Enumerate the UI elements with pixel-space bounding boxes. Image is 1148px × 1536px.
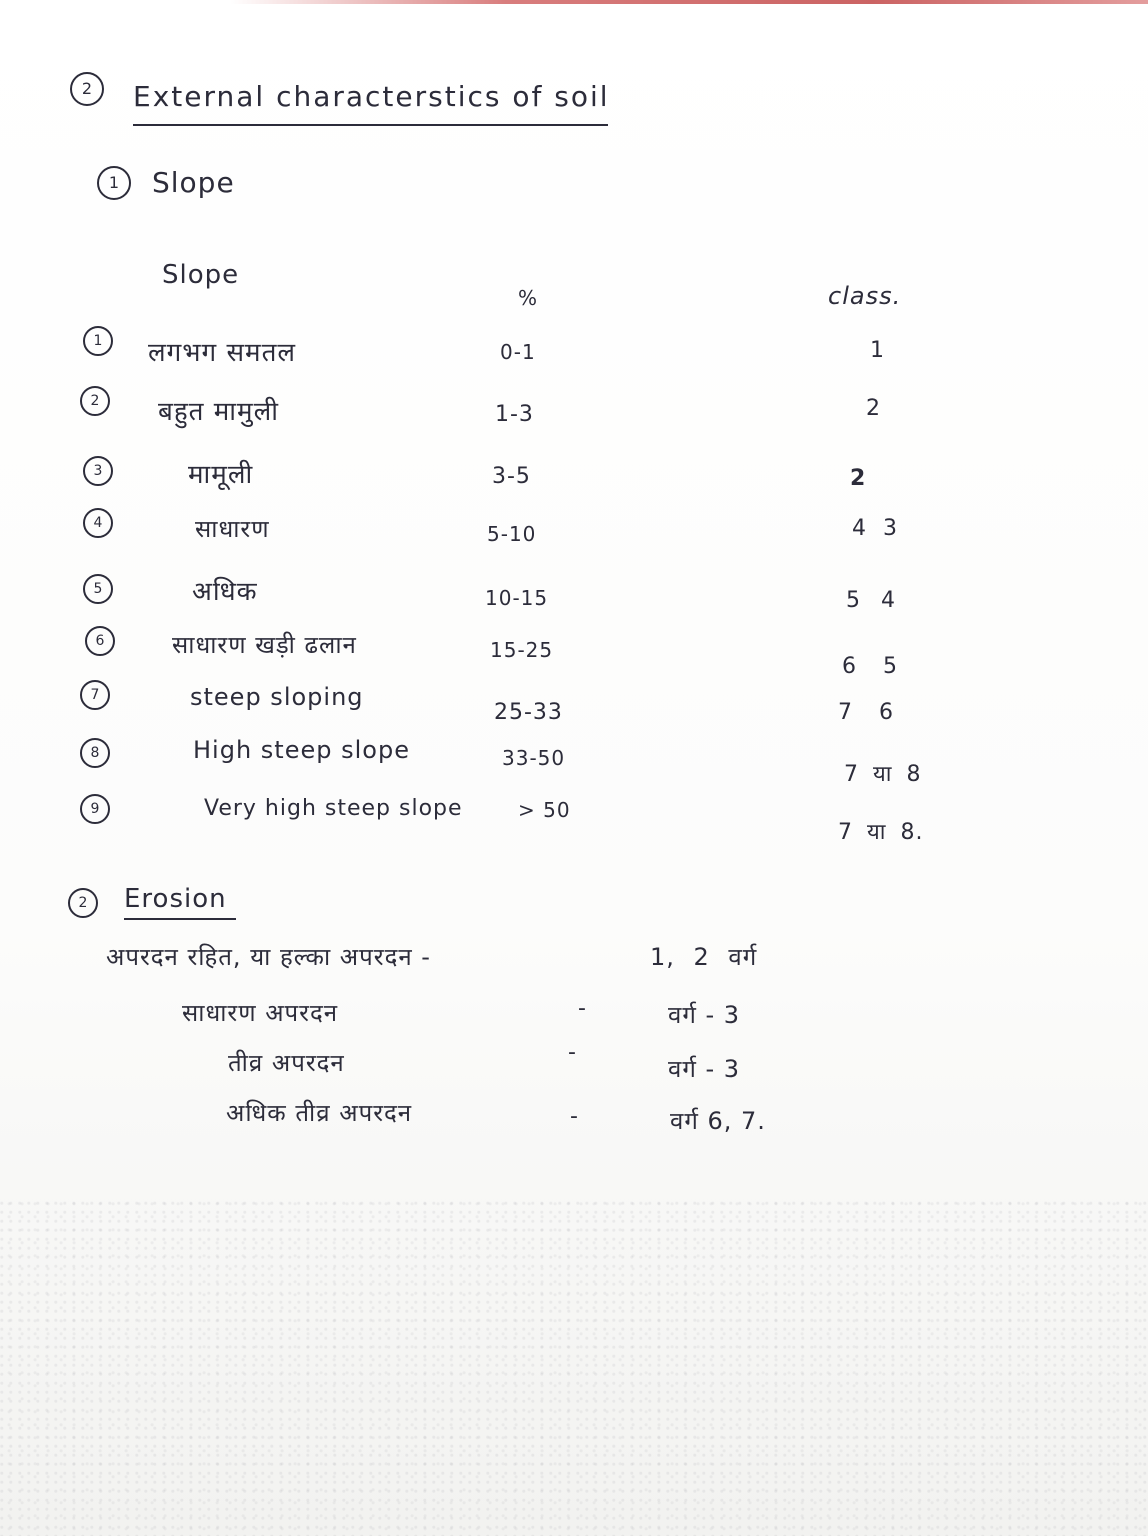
slope-name: लगभग समतल	[148, 338, 297, 368]
erosion-heading-underline	[124, 918, 236, 920]
slope-percent: 5-10	[487, 522, 537, 546]
slope-name: मामूली	[188, 460, 254, 490]
row-number: 5	[83, 574, 113, 604]
erosion-class: वर्ग - 3	[668, 1055, 741, 1083]
slope-class: 7 6	[838, 700, 894, 725]
slope-class: 2	[866, 396, 881, 421]
page-title: External characterstics of soil	[133, 80, 610, 113]
erosion-class: वर्ग - 3	[668, 1001, 741, 1029]
slope-percent: 15-25	[490, 638, 554, 662]
slope-name: High steep slope	[193, 736, 410, 764]
row-number: 8	[80, 738, 110, 768]
erosion-dash: -	[570, 1104, 579, 1129]
slope-percent: 33-50	[502, 746, 566, 770]
slope-name: Very high steep slope	[204, 796, 463, 821]
slope-class: 5 4	[846, 588, 896, 613]
row-number: 4	[83, 508, 113, 538]
subsection-marker-erosion: 2	[68, 888, 98, 918]
column-header-percent: %	[518, 286, 539, 310]
erosion-class: 1, 2 वर्ग	[650, 943, 758, 971]
row-number: 9	[80, 794, 110, 824]
column-header-slope: Slope	[162, 260, 240, 290]
slope-percent: 0-1	[500, 340, 536, 364]
erosion-heading: Erosion	[124, 884, 227, 914]
slope-name: साधारण खड़ी ढलान	[172, 631, 357, 659]
slope-name: साधारण	[195, 515, 270, 543]
slope-percent: 10-15	[485, 586, 549, 610]
slope-percent: 25-33	[494, 700, 563, 725]
column-header-class: class.	[828, 282, 902, 310]
row-number: 2	[80, 386, 110, 416]
slope-percent: 3-5	[492, 464, 531, 489]
row-number: 1	[83, 326, 113, 356]
erosion-label: तीव्र अपरदन	[228, 1049, 345, 1077]
slope-class: 6 5	[842, 654, 898, 679]
slope-class: 4 3	[852, 516, 898, 541]
slope-class: 1	[870, 338, 885, 363]
paper-texture	[0, 1196, 1148, 1536]
section-number-marker: 2	[70, 72, 104, 106]
row-number: 7	[80, 680, 110, 710]
row-number: 3	[83, 456, 113, 486]
erosion-class: वर्ग 6, 7.	[670, 1107, 766, 1135]
row-number: 6	[85, 626, 115, 656]
slope-name: अधिक	[192, 577, 258, 607]
slope-class: 7 या 8	[844, 762, 922, 787]
slope-percent: > 50	[518, 798, 571, 822]
erosion-dash: -	[578, 996, 587, 1021]
slope-name: बहुत मामुली	[158, 397, 279, 427]
erosion-label: साधारण अपरदन	[182, 999, 339, 1027]
erosion-label: अपरदन रहित, या हल्का अपरदन -	[106, 943, 431, 971]
erosion-label: अधिक तीव्र अपरदन	[226, 1099, 413, 1127]
page-top-edge	[230, 0, 1148, 4]
erosion-dash: -	[568, 1040, 577, 1065]
slope-class: 7 या 8.	[838, 820, 924, 845]
slope-name: steep sloping	[190, 683, 364, 711]
slope-heading: Slope	[152, 166, 235, 199]
slope-percent: 1-3	[495, 402, 534, 427]
title-underline	[133, 124, 608, 126]
subsection-marker-slope: 1	[97, 166, 131, 200]
slope-class: 2	[850, 466, 867, 491]
